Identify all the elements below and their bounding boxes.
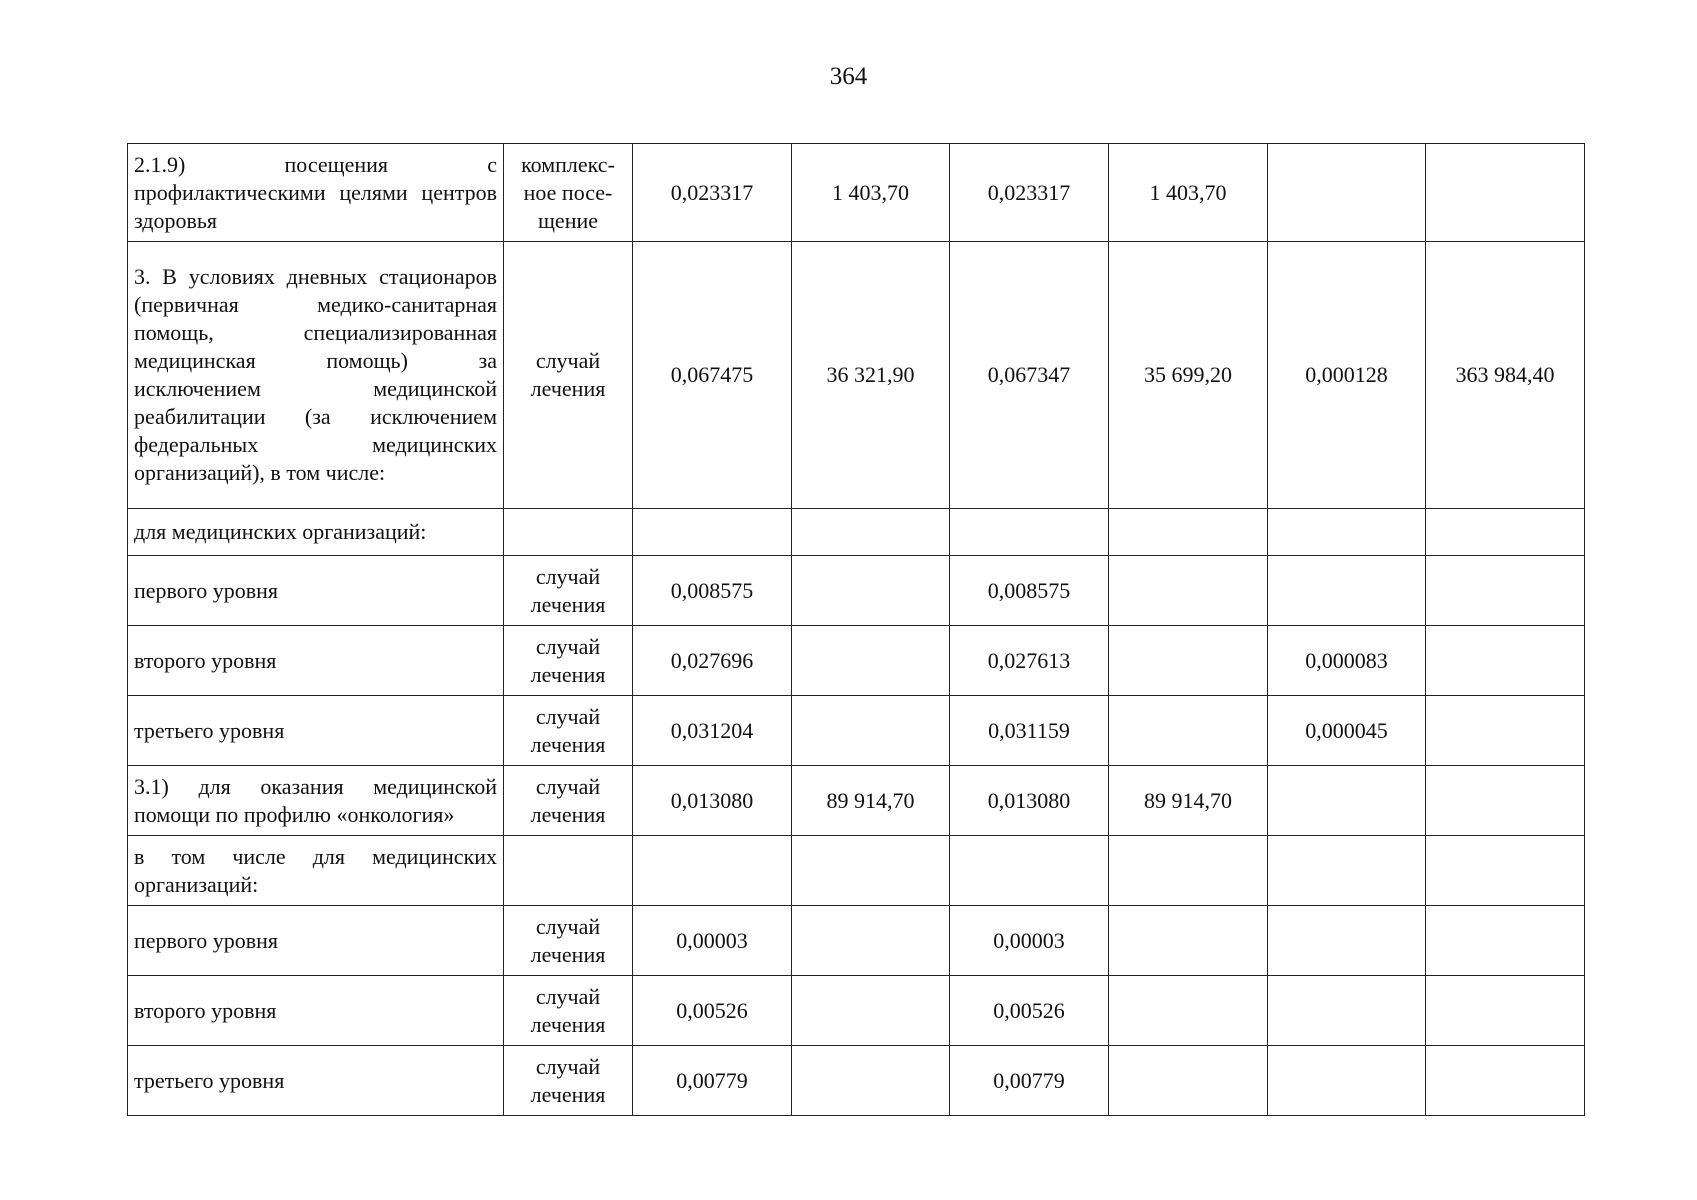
cell-value (1426, 1046, 1585, 1116)
cell-value: 363 984,40 (1426, 242, 1585, 509)
cell-value (792, 696, 950, 766)
row-unit: случай лечения (504, 556, 633, 626)
cell-value (1426, 144, 1585, 242)
table-row (128, 509, 1585, 556)
row-unit: случай лечения (504, 626, 633, 696)
cell-value: 0,067475 (633, 242, 792, 509)
cell-value (1268, 144, 1426, 242)
cell-value: 0,008575 (950, 556, 1109, 626)
cell-value (1426, 509, 1585, 556)
cell-value (1109, 626, 1268, 696)
cell-value (792, 976, 950, 1046)
row-unit: случай лечения (504, 696, 633, 766)
cell-value: 0,027696 (633, 626, 792, 696)
cell-value (1268, 509, 1426, 556)
row-name: для медицинских организаций: (128, 509, 504, 556)
cell-value: 0,023317 (633, 144, 792, 242)
cell-value (1109, 1046, 1268, 1116)
row-unit: комплекс-ное посе-щение (504, 144, 633, 242)
row-name: 3. В условиях дневных стационаров (первичная медико-санитарная помощь, специализированная медицинская помощь) за исключением медицинской реабилитации (за исключением федеральных медицинских организаций), в том числе: (128, 242, 504, 509)
row-name: второго уровня (128, 626, 504, 696)
cell-value: 0,00779 (633, 1046, 792, 1116)
cell-value: 0,000128 (1268, 242, 1426, 509)
table-row (128, 906, 1585, 976)
row-name: первого уровня (128, 556, 504, 626)
cell-value (792, 1046, 950, 1116)
cell-value (1268, 1046, 1426, 1116)
cell-value (1109, 976, 1268, 1046)
table-row (128, 626, 1585, 696)
cell-value: 36 321,90 (792, 242, 950, 509)
cell-value (1109, 556, 1268, 626)
cell-value (1426, 976, 1585, 1046)
cell-value: 0,023317 (950, 144, 1109, 242)
cell-value: 0,008575 (633, 556, 792, 626)
row-name: второго уровня (128, 976, 504, 1046)
table-row (128, 1046, 1585, 1116)
cell-value (1109, 509, 1268, 556)
data-table (127, 143, 1585, 1116)
row-name: в том числе для медицинских организаций: (128, 836, 504, 906)
cell-value (792, 626, 950, 696)
cell-value: 0,00526 (633, 976, 792, 1046)
cell-value (1109, 906, 1268, 976)
row-name: 2.1.9) посещения с профилактическими целями центров здоровья (128, 144, 504, 242)
cell-value: 0,013080 (633, 766, 792, 836)
row-unit: случай лечения (504, 1046, 633, 1116)
table-row (128, 242, 1585, 509)
row-unit: случай лечения (504, 906, 633, 976)
cell-value: 0,00003 (950, 906, 1109, 976)
cell-value (1109, 836, 1268, 906)
cell-value (1426, 556, 1585, 626)
cell-value: 0,013080 (950, 766, 1109, 836)
cell-value (1426, 906, 1585, 976)
cell-value (633, 509, 792, 556)
cell-value: 0,00779 (950, 1046, 1109, 1116)
cell-value (792, 556, 950, 626)
cell-value (1268, 906, 1426, 976)
table-row (128, 144, 1585, 242)
cell-value: 0,031204 (633, 696, 792, 766)
cell-value: 0,027613 (950, 626, 1109, 696)
cell-value (950, 509, 1109, 556)
cell-value (792, 509, 950, 556)
cell-value: 1 403,70 (792, 144, 950, 242)
cell-value: 0,000045 (1268, 696, 1426, 766)
cell-value (792, 906, 950, 976)
cell-value (792, 836, 950, 906)
cell-value (1426, 836, 1585, 906)
cell-value: 0,031159 (950, 696, 1109, 766)
cell-value: 0,000083 (1268, 626, 1426, 696)
cell-value (1426, 626, 1585, 696)
row-unit: случай лечения (504, 976, 633, 1046)
page-number: 364 (829, 63, 868, 90)
cell-value: 35 699,20 (1109, 242, 1268, 509)
cell-value: 1 403,70 (1109, 144, 1268, 242)
cell-value (1109, 696, 1268, 766)
table-row (128, 556, 1585, 626)
cell-value (1426, 696, 1585, 766)
cell-value: 0,067347 (950, 242, 1109, 509)
row-name: третьего уровня (128, 1046, 504, 1116)
cell-value (1268, 556, 1426, 626)
table-row (128, 836, 1585, 906)
cell-value (1268, 836, 1426, 906)
cell-value (1268, 976, 1426, 1046)
table-row (128, 696, 1585, 766)
cell-value (1268, 766, 1426, 836)
cell-value: 89 914,70 (1109, 766, 1268, 836)
cell-value: 89 914,70 (792, 766, 950, 836)
cell-value (950, 836, 1109, 906)
row-unit (504, 836, 633, 906)
cell-value (1426, 766, 1585, 836)
row-name: третьего уровня (128, 696, 504, 766)
row-name: первого уровня (128, 906, 504, 976)
row-unit: случай лечения (504, 242, 633, 509)
table-row (128, 766, 1585, 836)
cell-value: 0,00003 (633, 906, 792, 976)
cell-value: 0,00526 (950, 976, 1109, 1046)
cell-value (633, 836, 792, 906)
row-unit (504, 509, 633, 556)
row-name: 3.1) для оказания медицинской помощи по профилю «онкология» (128, 766, 504, 836)
table-row (128, 976, 1585, 1046)
row-unit: случай лечения (504, 766, 633, 836)
